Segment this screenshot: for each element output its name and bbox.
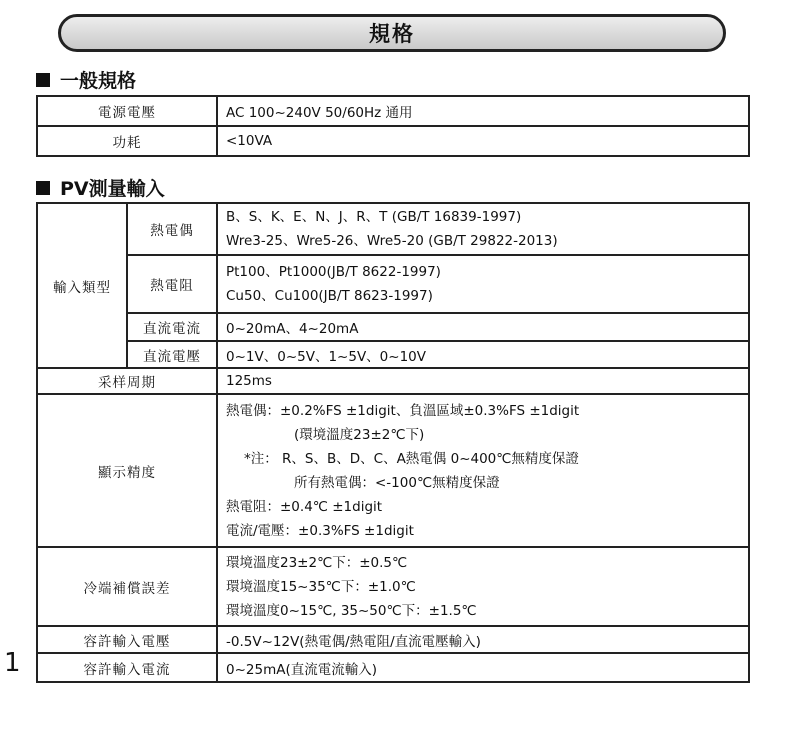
value-line: 環境溫度23±2℃下：±0.5℃ [226, 554, 408, 571]
row-value: 125ms [217, 368, 749, 394]
table-row [37, 368, 749, 394]
value-line: 熱電偶：±0.2%FS ±1digit、負溫區域±0.3%FS ±1digit [226, 402, 580, 419]
value-line: 環境溫度15~35℃下：±1.0℃ [226, 578, 416, 595]
table-row [37, 341, 749, 368]
bullet-square-icon [36, 181, 50, 195]
table-row [37, 547, 749, 626]
table-row [37, 313, 749, 341]
row-label: 直流電流 [127, 313, 217, 341]
row-label: 功耗 [37, 126, 217, 156]
section-heading-pv-text: PV測量輸入 [60, 178, 165, 200]
table-row [37, 126, 749, 156]
row-label: 冷端補償誤差 [37, 547, 217, 626]
table-row [37, 255, 749, 313]
value-line: 熱電阻：±0.4℃ ±1digit [226, 498, 383, 515]
row-value [217, 203, 749, 255]
value-line: Cu50、Cu100(JB/T 8623-1997) [226, 288, 433, 304]
row-label: 直流電壓 [127, 341, 217, 368]
bullet-square-icon [36, 73, 50, 87]
row-value: 0~20mA、4~20mA [217, 313, 749, 341]
input-type-label: 輸入類型 [37, 203, 127, 368]
row-value [217, 255, 749, 313]
value-line: *注： R、S、B、D、C、A熱電偶 0~400℃無精度保證 [244, 450, 579, 467]
section-heading-pv [36, 174, 165, 201]
row-value [217, 394, 749, 547]
row-label: 容許輸入電壓 [37, 626, 217, 653]
row-label: 采样周期 [37, 368, 217, 394]
row-value: <10VA [217, 126, 749, 156]
page-number: 1 [4, 648, 21, 678]
row-label: 電源電壓 [37, 96, 217, 126]
row-value: 0~25mA(直流電流輸入) [217, 653, 749, 682]
row-value: 0~1V、0~5V、1~5V、0~10V [217, 341, 749, 368]
pv-spec-table [36, 202, 750, 683]
section-heading-general-text: 一般規格 [60, 70, 137, 92]
value-line: Pt100、Pt1000(JB/T 8622-1997) [226, 264, 441, 280]
row-value [217, 547, 749, 626]
table-row [37, 96, 749, 126]
table-row [37, 626, 749, 653]
row-label: 熱電偶 [127, 203, 217, 255]
value-line: (環境溫度23±2℃下) [294, 426, 425, 443]
row-value: -0.5V~12V(熱電偶/熱電阻/直流電壓輸入) [217, 626, 749, 653]
row-label: 容許輸入電流 [37, 653, 217, 682]
table-row [37, 394, 749, 547]
value-line: B、S、K、E、N、J、R、T (GB/T 16839-1997) [226, 209, 522, 225]
page-title: 規格 [58, 14, 726, 52]
row-label: 顯示精度 [37, 394, 217, 547]
value-line: 環境溫度0~15℃, 35~50℃下：±1.5℃ [226, 602, 477, 619]
value-line: 電流/電壓：±0.3%FS ±1digit [226, 522, 414, 539]
value-line: 所有熱電偶：<-100℃無精度保證 [294, 474, 500, 491]
table-row [37, 653, 749, 682]
table-row [37, 203, 749, 255]
general-spec-table [36, 95, 750, 157]
row-value: AC 100~240V 50/60Hz 通用 [217, 96, 749, 126]
section-heading-general [36, 66, 136, 93]
row-label: 熱電阻 [127, 255, 217, 313]
value-line: Wre3-25、Wre5-26、Wre5-20 (GB/T 29822-2013) [226, 233, 558, 249]
